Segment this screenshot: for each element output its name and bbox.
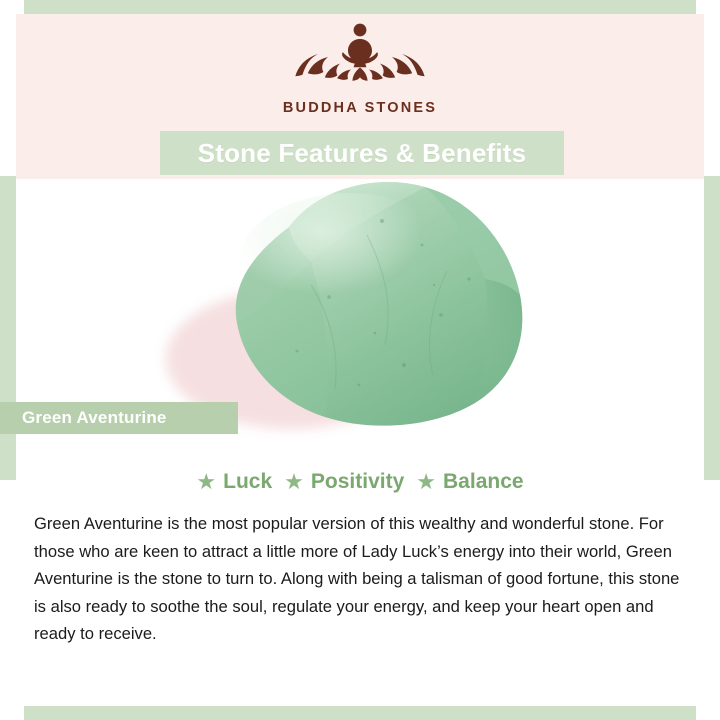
frame-border-top <box>0 0 720 14</box>
benefit-label: Balance <box>443 470 524 493</box>
brand-name: BUDDHA STONES <box>282 100 438 116</box>
stone-name-text: Green Aventurine <box>22 408 167 427</box>
benefit-label: Luck <box>223 470 273 493</box>
page-title-text: Stone Features & Benefits <box>197 137 527 168</box>
benefit-item-balance <box>416 470 523 494</box>
benefit-item-positivity <box>284 470 404 494</box>
benefit-label: Positivity <box>310 470 405 493</box>
benefits-list <box>16 470 704 494</box>
buddha-lotus-icon <box>280 18 440 96</box>
benefit-item-luck <box>196 470 272 494</box>
green-aventurine-stone-graphic <box>179 179 564 437</box>
brand-logo <box>0 18 720 116</box>
star-icon: ★ <box>196 469 217 494</box>
star-icon: ★ <box>416 469 437 494</box>
frame-border-bottom <box>0 706 720 720</box>
stone-name-label <box>0 402 238 434</box>
description-paragraph: Green Aventurine is the most popular version of this wealthy and wonderful stone. For those who are keen to attract a little more of Lady Luck’s energy into their world, Green Aventurine is the stone to turn to. Along with being a talisman of good fortune, this stone is also ready to soothe the soul, regulate your energy, and keep your heart open and ready to receive. <box>34 514 680 644</box>
page-title <box>160 131 564 175</box>
content-section <box>16 444 704 706</box>
star-icon: ★ <box>284 469 304 494</box>
